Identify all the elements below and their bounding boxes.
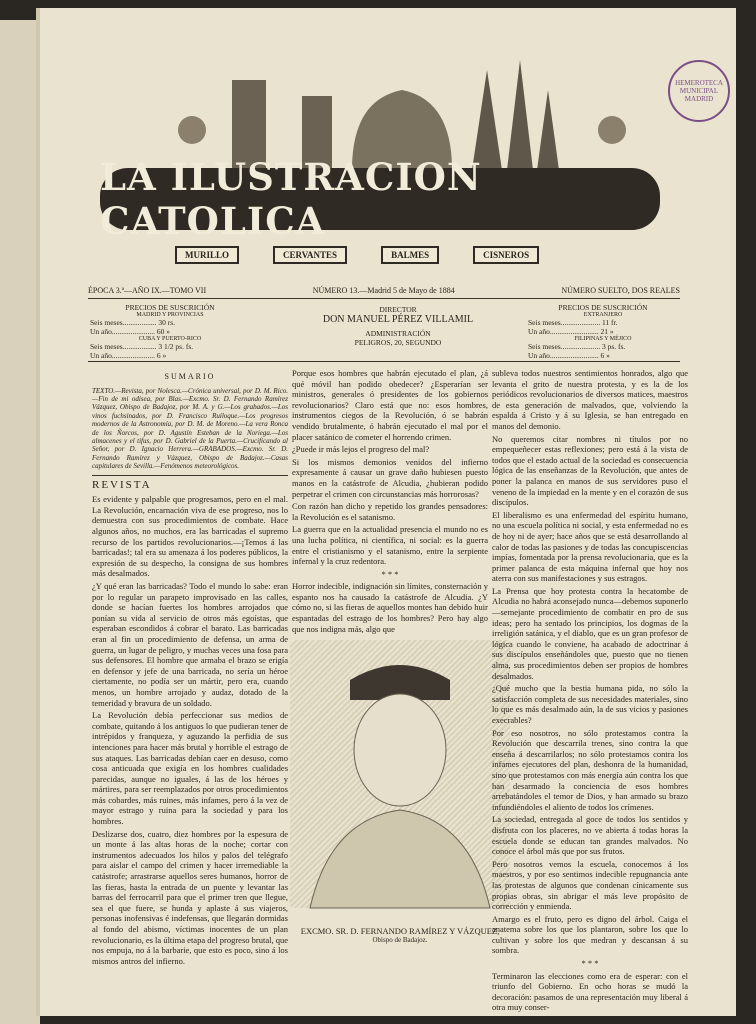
newspaper-page xyxy=(40,8,736,1016)
issue-number: NÚMERO 13.—Madrid 5 de Mayo de 1884 xyxy=(312,286,455,295)
sumario-text: TEXTO.—Revista, por Nolesca.—Crónica universal, por D. M. Rico.—Fin de mi odisea, por Blas.—Excmo. Sr. D. Fernando Ramírez Vázquez, Obispo de Badajoz, por M. A. y G.—Los grabados.—Los vinos fuchsinados, por D. Francisco Ruíloque.—Los progresos modernos de la Astronomía, por D. M. de Moreno.—La vera Ronca de los Ñorcos, por D. Agustín Esteban de la Noriega.—Los almacenes y el tifus, por D. Gabriel de la Puerta.—Crucificando al Señor, por D. Ignacio Herrera.—GRABADOS.—Excmo. Sr. D. Fernando Ramírez y Vázquez, Obispo de Badajoz.—Casas capitulares de Sevilla.—Fenómenos meteorológicos. xyxy=(92,386,288,471)
cathedral-illustration-icon xyxy=(112,60,632,170)
library-stamp: HEMEROTECA MUNICIPAL MADRID xyxy=(668,60,730,122)
sumario-heading: SUMARIO xyxy=(164,372,216,381)
adjacent-page-edge xyxy=(0,20,40,1024)
column-1: SUMARIO TEXTO.—Revista, por Nolesca.—Crónica universal, por D. M. Rico.—Fin de mi odisea, por Blas.—Excmo. Sr. D. Fernando Ramírez Vázquez, Obispo de Badajoz, por M. A. y G.—Los grabados.—Los vinos fuchsinados, por D. Francisco Ruíloque.—Los progresos modernos de la Astronomía, por D. M. de Moreno.—La vera Ronca de los Ñorcos, por D. Agustín Esteban de la Noriega.—Los almacenes y el tifus, por D. Gabriel de la Puerta.—Crucificando al Señor, por D. Ignacio Herrera.—GRABADOS.—Excmo. Sr. D. Fernando Ramírez y Vázquez, Obispo de Badajoz.—Casas capitulares de Sevilla.—Fenómenos meteorológicos. REVISTA Es evidente y palpable que progresamos, pero en el mal. La Revolución, encarnación viva de ese progreso, nos lo demuestra con sus procedimientos de combate. Hace algunos años, no muchos, era las barricadas el supremo recurso de los partidos revolucionarios.—¡Temos á las barricadas!; tal era su amenaza á los poderes públicos, la expresión de su despecho, la consigna de sus hombres más desalmados. ¿Y qué eran las barricadas? Todo el mundo lo sabe: eran por lo regular un parapeto improvisado en las calles, donde se hacían fuertes los hombres arrojados que ponían su vida al servicio de otros más egoístas, que esperaban escondidos á cobrar el barato. Las barricadas eran al fin un procedimiento de defensa, un arma de guerra, un lugar de peligro, y muchas veces una fosa para sus defensores. El hombre que armaba el brazo se erigía en defensor y jefe de una barricada, no sería un héroe ciertamente, no podía ser un mártir, pero era, cuando menos, un hombre arrojado y audaz, dotado de la temeridad y bravura de un soldado. La Revolución debía perfeccionar sus medios de combate, quitando á los antiguos lo que pudieran tener de intrépidos y franqueza, y aguzando la perfidia de sus intenciones para hacer más brutal y horrible el estrago de sus ataques. Las barricadas debían caer en desuso, como cosa anticuada que exigía en los hombres cualidades parecidas, aunque no iguales, á las de los héroes y mártires, para ser reemplazados por otros procedimientos más cobardes, más ruines, más infames, pero á la vez de mayor estrago y ruina para la sociedad y para los hombres. Deslizarse dos, cuatro, diez hombres por la espesura de un monte á las altas horas de la noche; cortar con instrumentos adecuados los hilos y palos del telégrafo para aislar el campo del crimen y hacer irremediable la catástrofe; arrastrarse aquellos seres humanos, horror de las fieras, hasta la entrada de un puente y levantar las barras del ferrocarril para que el primer tren que llegue, sea el que fuere, se hunda y aplaste á sus viajeros, personas inofensivas é indefensas, que llegarán dormidas al fondo del abismo, víctimas inocentes de un plan revolucionario, es la última etapa del progreso brutal, que nos empuja, no á la barbarie, que esto es poco, sino á los mismos antros del infierno. xyxy=(92,372,288,966)
revista-heading: REVISTA xyxy=(92,478,152,491)
single-price: NÚMERO SUELTO, DOS REALES xyxy=(561,286,680,295)
publication-title: LA ILUSTRACION CATOLICA xyxy=(100,155,482,243)
info-bar xyxy=(88,298,680,362)
name-plate: MURILLO xyxy=(175,246,239,264)
portrait-caption: EXCMO. SR. D. FERNANDO RAMÍREZ Y VÁZQUEZ, Obispo de Badajoz. xyxy=(300,926,500,944)
director-box: DIRECTOR DON MANUEL PÉREZ VILLAMIL ADMINISTRACIÓN PELIGROS, 20, SEGUNDO xyxy=(322,305,474,347)
name-plate: BALMES xyxy=(381,246,439,264)
left-prices: PRECIOS DE SUSCRICIÓN MADRID Y PROVINCIAS Seis meses.................. 30 rs. Un año....................... 60 » CUBA Y PUERTO-RICO Seis meses.................. 3 1/2 ps. fs. Un año....................... 6 » xyxy=(90,303,215,360)
portrait-engraving-icon xyxy=(290,640,510,908)
header-line xyxy=(88,286,680,295)
column-3: subleva todos nuestros sentimientos honrados, algo que levanta el grito de nuestra protesta, y es la de los periódicos revolucionarios de diversos matices, maestros de esta generación de malvados, que, volviendo la espalda á Cristo y á su Iglesia, se han entregado en manos del demonio. No queremos citar nombres ni títulos por no empequeñecer estas reflexiones; pero está á la vista de todos que el estado actual de la sociedad es consecuencia lógica de las enseñanzas de la Revolución, que antes de poner la palanca en manos de sus servidores puso el veneno de la impiedad en la mente y en el corazón de sus discípulos. El liberalismo es una enfermedad del espíritu humano, no una escuela política ni social, y esta enfermedad no es de hoy ni de ayer; hace años que se está desarrollando al calor de todas las pasiones y de todas las concupiscencias impías, fomentada por la prensa revolucionaria, que es la primer palanca de esta máquina infernal que hoy nos aterra con sus manifestaciones y sus estragos. La Prensa que hoy protesta contra la hecatombe de Alcudia no habrá aconsejado nunca—debemos suponerlo—semejante procedimiento de combatir en pro de sus ideas; pero ha sentado los principios, los dogmas de la irreligión satánica, y el diablo, que es un gran profesor de lógica cuando le conviene, ha acabado de adoctrinar á sus discípulos enseñándoles que, puesto que no tienen alma, sus procedimientos deben ser propios de hombres desalmados. ¿Qué mucho que la bestia humana pida, no sólo la satisfacción completa de sus necesidades materiales, sino lo que es más desalmado aún, la de sus vicios y pasiones execrables? Por eso nosotros, no sólo protestamos contra la Revolución que descarrila trenes, sino contra la que enseña á descarrilarlos; no sólo protestamos contra los infames ejecutores del plan, deshonra de la humanidad, sino que protestamos con más energía aún contra los que han desarmado la conciencia de esos hombres arrebatándoles el temor de Dios, y han armado su brazo infundiéndoles el aliento de todos los crímenes. La sociedad, entregada al goce de todos los sentidos y disfruta con los placeres, no ve abierta á todas horas la escuela donde se educan tan grandes malvados. No conoce el árbol más que por sus frutos. Pero nosotros vemos la escuela, conocemos á los maestros, y por eso sentimos indecible repugnancia ante las protestas de algunos que condenan cínicamente sus propias obras, sin abrigar el más leve propósito de corrección y enmienda. Amargo es el fruto, pero es digno del árbol. Caiga el anatema sobre los que los plantaron, sobre los que lo cultivan y sobre los que medran y descansan á su sombra. * * * Terminaron las elecciones como era de esperar: con el triunfo del Gobierno. En ocho horas se mudó la decoración: pasamos de una representación muy liberal á otra muy conser- xyxy=(492,368,688,1013)
title-banner xyxy=(100,155,660,243)
masthead-names xyxy=(175,246,575,264)
name-plate: CISNEROS xyxy=(473,246,539,264)
column-2: Porque esos hombres que habrán ejecutado el plan, ¿á qué móvil han podido obedecer? ¿Esperarían ser ministros, generales ó presidentes de los gobiernos revolucionarios? Claro está que no: esos hombres, instrumentos ciegos de la Revolución, ó se habrán vendido brutalmente, ó habrán ejecutado el mal por el placer satánico de cometer el horrendo crimen. ¿Puede ir más lejos el progreso del mal? Si los mismos demonios venidos del infierno expresamente á causar un grave daño hubiesen puesto manos en la catástrofe de Alcudia, ¿hubieran podido perpetrar el crimen con circunstancias más horrorosas? Con razón han dicho y repetido los grandes pensadores: la Revolución es el satanismo. La guerra que en la actualidad presencia el mundo no es una lucha política, ni científica, ni social: es la guerra entre el cristianismo y el satanismo, entre la serpiente infernal y la cruz redentora. * * * Horror indecible, indignación sin límites, consternación y espanto nos ha causado la catástrofe de Alcudia. ¿Y cómo no, si las fieras de aquellos montes han debido huir espantadas del estrago de los hombres? Pero hay algo que nos indigna más, algo que xyxy=(292,368,488,634)
name-plate: CERVANTES xyxy=(273,246,347,264)
epoca: ÉPOCA 3.ª—AÑO IX.—TOMO VII xyxy=(88,286,207,295)
bishop-portrait xyxy=(290,640,510,908)
right-prices: PRECIOS DE SUSCRICIÓN EXTRANJERO Seis meses..................... 11 fr. Un año.......................... 21 » FILIPINAS Y MÉJICO Seis meses..................... 3 ps. fs. Un año.......................... 6 » xyxy=(528,303,648,360)
